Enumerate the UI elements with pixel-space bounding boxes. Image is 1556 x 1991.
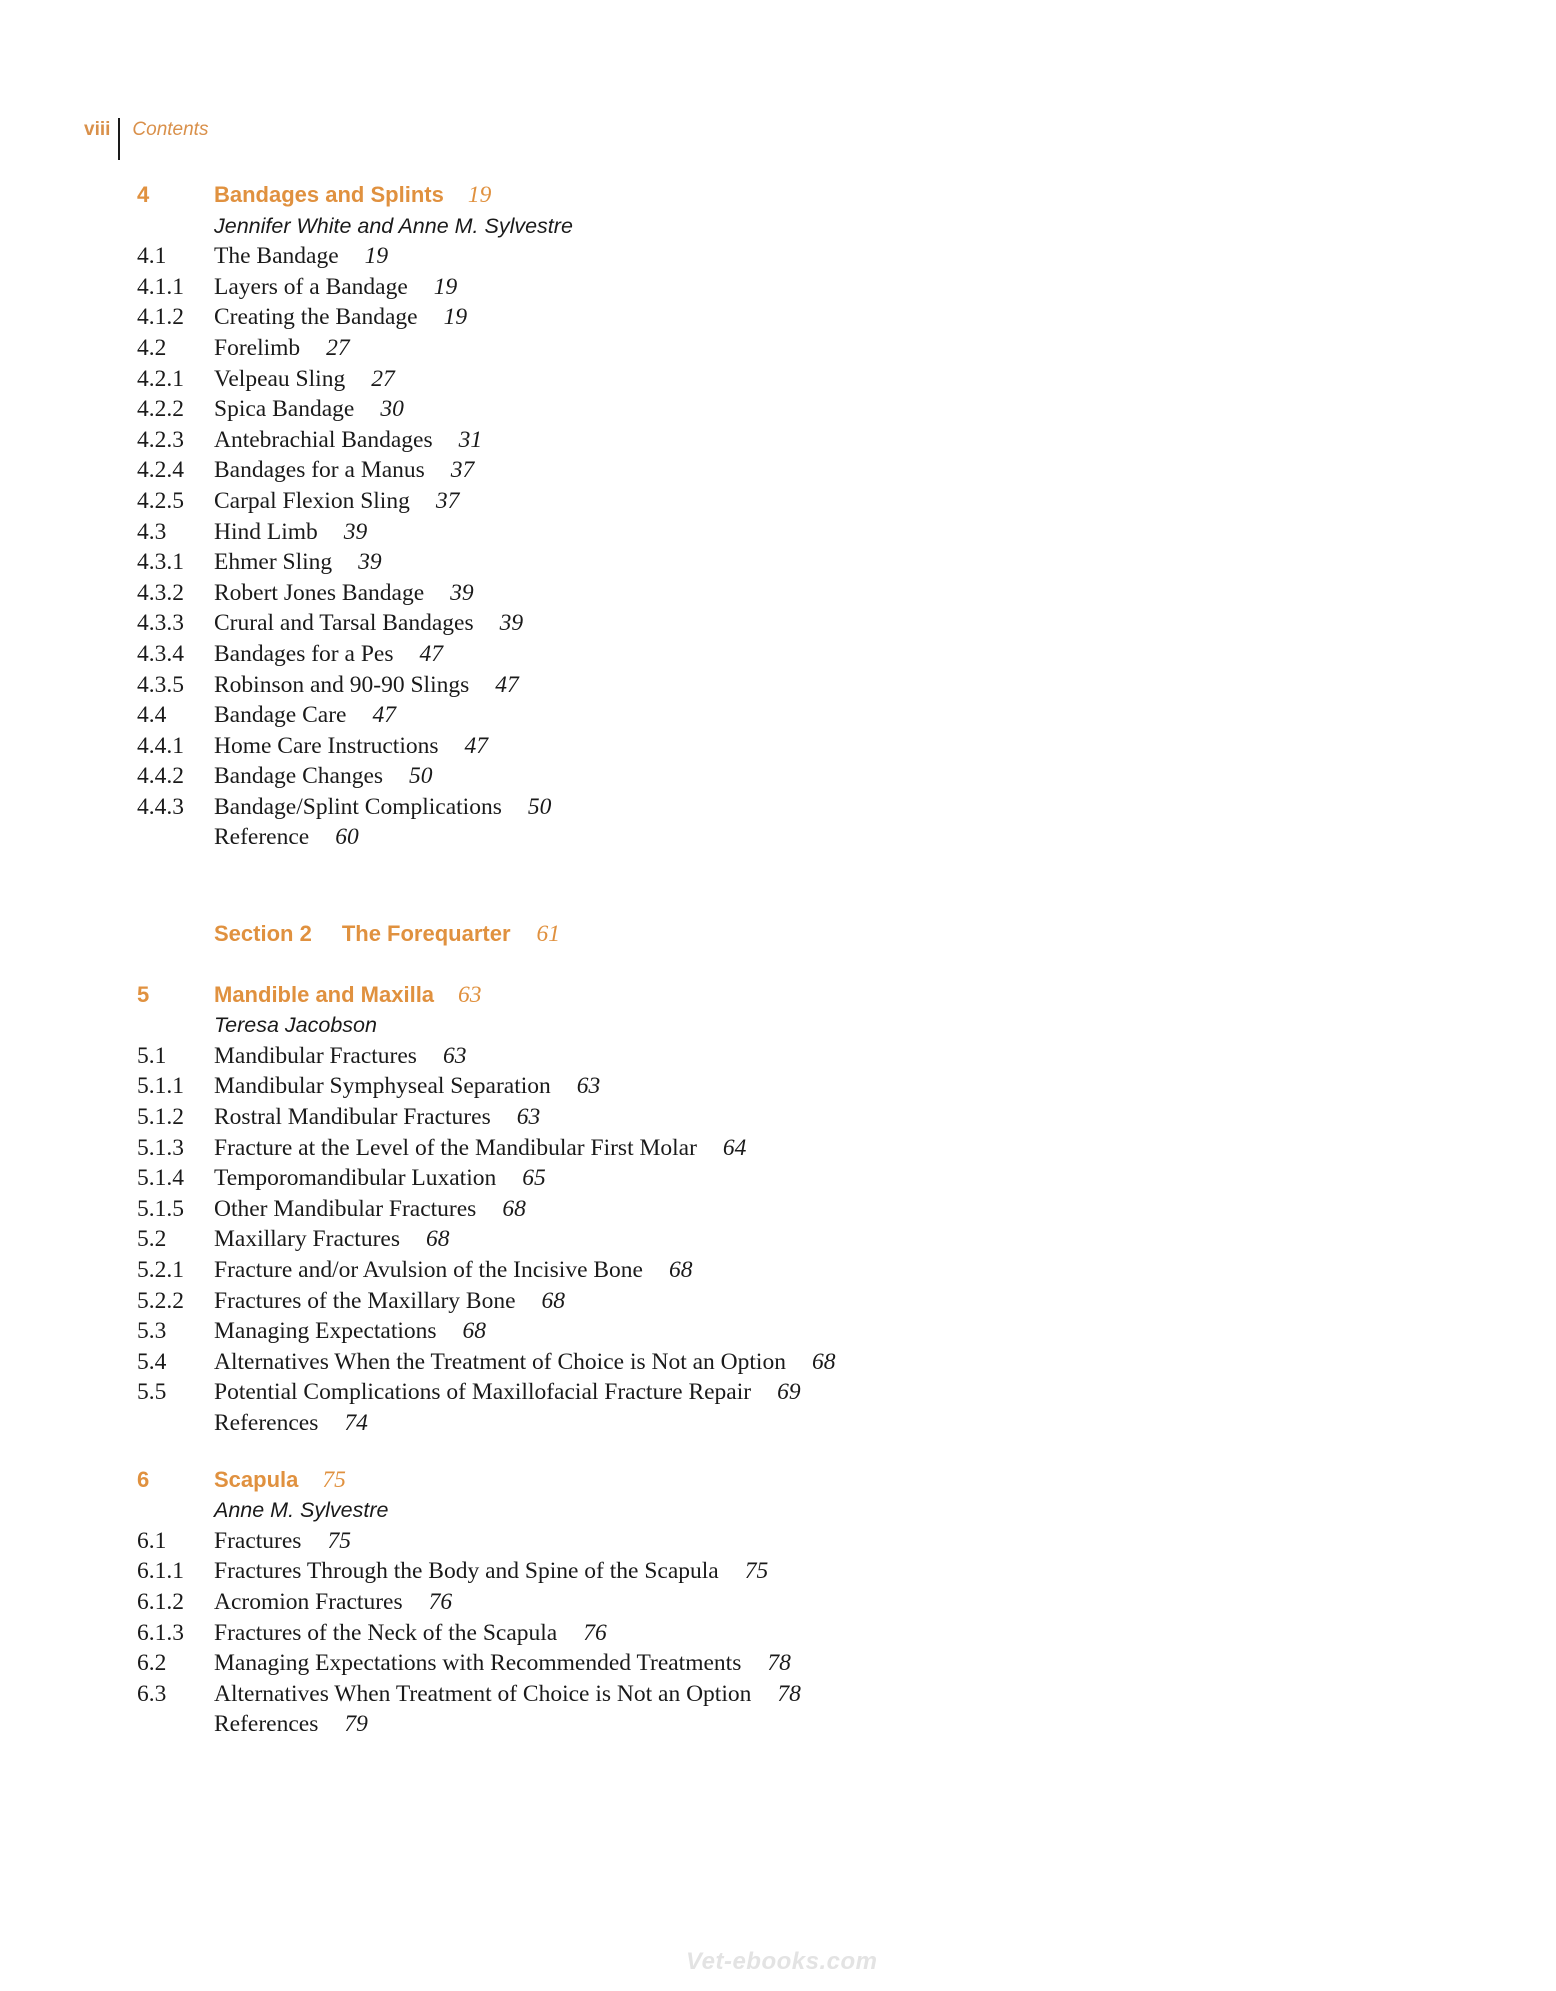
entry-page: 63: [442, 1042, 467, 1069]
page-number: viii: [84, 119, 111, 140]
section-page: 61: [536, 921, 561, 948]
toc-entry[interactable]: [137, 761, 1437, 792]
entry-page: 63: [576, 1073, 601, 1100]
entry-number: 6.1.3: [137, 1619, 184, 1646]
toc-entry[interactable]: [137, 1709, 1437, 1740]
entry-page: 47: [372, 702, 396, 729]
entry-number: 5.1.3: [137, 1134, 184, 1161]
entry-page: 50: [527, 793, 552, 820]
entry-title: Antebrachial Bandages: [214, 426, 433, 453]
chapter-number: 4: [137, 182, 150, 207]
toc-entry[interactable]: [137, 1102, 1437, 1133]
entry-page: 79: [344, 1711, 368, 1738]
entry-page: 47: [464, 732, 489, 759]
toc-entry[interactable]: [137, 1648, 1437, 1679]
entry-title: Fractures of the Neck of the Scapula: [214, 1619, 558, 1646]
section-label: Section 2: [214, 921, 312, 947]
entry-number: 4.4.2: [137, 763, 184, 790]
chapter-title: Mandible and Maxilla: [214, 981, 435, 1007]
entry-number: 4.1.2: [137, 304, 184, 331]
entry-number: 4.2.5: [137, 487, 184, 514]
entry-number: 6.2: [137, 1650, 167, 1677]
chapter-authors: Jennifer White and Anne M. Sylvestre: [214, 213, 573, 238]
entry-page: 39: [450, 579, 474, 606]
entry-page: 65: [522, 1165, 546, 1192]
chapter-5: [137, 980, 1437, 1439]
toc-entry[interactable]: [137, 1163, 1437, 1194]
entry-title: Rostral Mandibular Fractures: [214, 1104, 491, 1131]
entry-number: 4.2.3: [137, 426, 184, 453]
chapter-title: Scapula: [214, 1466, 299, 1492]
entry-title: The Bandage: [214, 243, 339, 270]
entry-number: 4.4: [137, 702, 167, 729]
toc-entry[interactable]: [137, 792, 1437, 823]
entry-page: 68: [541, 1287, 565, 1314]
entry-title: References: [214, 1409, 319, 1436]
entry-page: 50: [409, 763, 433, 790]
entry-number: 5.3: [137, 1318, 167, 1345]
entry-page: 47: [419, 640, 443, 667]
entry-title: Temporomandibular Luxation: [214, 1165, 497, 1192]
section-heading[interactable]: [137, 919, 1437, 950]
entry-title: Fractures Through the Body and Spine of the Scapula: [214, 1558, 719, 1585]
toc-entry[interactable]: [137, 700, 1437, 731]
entry-title: Acromion Fractures: [214, 1588, 403, 1615]
toc-entry[interactable]: [137, 394, 1437, 425]
toc-entry[interactable]: [137, 1133, 1437, 1164]
entry-page: 30: [380, 396, 404, 423]
entry-list: [137, 1041, 1437, 1439]
chapter-gap: [137, 1439, 1437, 1465]
entry-page: 76: [583, 1619, 607, 1646]
watermark-logo: Vet-ebooks.com: [686, 1948, 878, 1975]
entry-title: Forelimb: [214, 334, 301, 361]
toc-entry[interactable]: [137, 364, 1437, 395]
entry-number: 5.1.1: [137, 1073, 184, 1100]
entry-page: 19: [364, 243, 389, 270]
entry-page: 19: [443, 304, 468, 331]
entry-page: 39: [499, 610, 524, 637]
toc-entry[interactable]: [137, 517, 1437, 548]
entry-list: [137, 1526, 1437, 1740]
chapter-authors-row: [137, 1495, 1437, 1526]
entry-title: Fracture at the Level of the Mandibular First Molar: [214, 1134, 697, 1161]
entry-number: 5.2.1: [137, 1257, 184, 1283]
entry-number: 5.4: [137, 1348, 167, 1375]
toc-entry[interactable]: [137, 241, 1437, 272]
entry-number: 4.3: [137, 518, 167, 545]
entry-number: 5.1.4: [137, 1165, 184, 1192]
chapter-page: 63: [458, 981, 482, 1008]
entry-title: Layers of a Bandage: [214, 273, 408, 300]
entry-page: 69: [777, 1379, 801, 1406]
entry-number: 6.1.1: [137, 1558, 184, 1585]
toc-entry[interactable]: [137, 822, 1437, 853]
toc-entry[interactable]: [137, 1347, 1437, 1378]
entry-number: 4.2: [137, 334, 167, 361]
entry-list: [137, 241, 1437, 853]
entry-title: Mandibular Fractures: [214, 1042, 417, 1069]
entry-number: 5.1.5: [137, 1195, 184, 1222]
entry-page: 37: [435, 487, 460, 514]
chapter-heading[interactable]: [137, 180, 1437, 211]
toc-entry[interactable]: [137, 1255, 1437, 1286]
chapter-page: 19: [467, 182, 492, 208]
entry-page: 31: [458, 426, 483, 453]
toc-entry[interactable]: [137, 1194, 1437, 1225]
entry-page: 68: [502, 1195, 526, 1222]
entry-number: 5.1.2: [137, 1104, 184, 1131]
entry-title: Spica Bandage: [214, 396, 355, 423]
entry-title: Bandage Changes: [214, 763, 384, 790]
entry-number: 4.4.1: [137, 732, 184, 759]
chapter-authors: Anne M. Sylvestre: [214, 1498, 389, 1523]
entry-number: 4.2.1: [137, 365, 184, 392]
entry-page: 19: [433, 273, 458, 300]
entry-title: Carpal Flexion Sling: [214, 487, 410, 514]
entry-title: Bandage/Splint Complications: [214, 793, 502, 820]
chapter-page: 75: [322, 1466, 346, 1493]
entry-page: 75: [744, 1558, 769, 1585]
entry-page: 78: [777, 1680, 801, 1707]
entry-page: 68: [462, 1318, 487, 1345]
toc-entry[interactable]: [137, 670, 1437, 701]
entry-title: Crural and Tarsal Bandages: [214, 610, 474, 637]
entry-number: 4.3.4: [137, 640, 184, 667]
entry-title: Reference: [214, 824, 310, 851]
entry-title: Bandages for a Manus: [214, 457, 425, 484]
table-of-contents: [137, 180, 1437, 1740]
toc-entry[interactable]: [137, 1618, 1437, 1649]
chapter-title: Bandages and Splints: [214, 182, 444, 207]
toc-entry[interactable]: [137, 1377, 1437, 1408]
entry-title: Bandage Care: [214, 702, 347, 729]
entry-title: Fractures: [214, 1527, 302, 1554]
chapter-number: 5: [137, 981, 150, 1007]
entry-page: 68: [425, 1226, 450, 1253]
entry-number: 4.3.3: [137, 610, 184, 637]
chapter-authors-row: [137, 1010, 1437, 1041]
entry-number: 5.2: [137, 1226, 167, 1253]
entry-number: 5.5: [137, 1379, 167, 1406]
entry-page: 39: [358, 549, 382, 576]
entry-title: Other Mandibular Fractures: [214, 1195, 477, 1222]
toc-entry[interactable]: [137, 1526, 1437, 1557]
entry-number: 4.1.1: [137, 273, 184, 300]
entry-number: 6.1: [137, 1527, 167, 1554]
toc-entry[interactable]: [137, 578, 1437, 609]
toc-entry[interactable]: [137, 1071, 1437, 1102]
entry-page: 27: [326, 334, 350, 361]
toc-entry[interactable]: [137, 1587, 1437, 1618]
entry-title: Potential Complications of Maxillofacial Fracture Repair: [214, 1379, 752, 1406]
entry-page: 68: [811, 1348, 836, 1375]
toc-entry[interactable]: [137, 486, 1437, 517]
chapter-authors: Teresa Jacobson: [214, 1013, 377, 1038]
entry-number: 6.3: [137, 1680, 167, 1707]
toc-entry[interactable]: [137, 425, 1437, 456]
entry-title: Managing Expectations with Recommended Treatments: [214, 1650, 742, 1677]
toc-entry[interactable]: [137, 333, 1437, 364]
entry-title: Robinson and 90-90 Slings: [214, 671, 470, 698]
entry-page: 76: [428, 1588, 453, 1615]
toc-entry[interactable]: [137, 272, 1437, 303]
entry-title: Hind Limb: [214, 518, 318, 545]
toc-entry[interactable]: [137, 1224, 1437, 1255]
entry-title: Alternatives When Treatment of Choice is Not an Option: [214, 1680, 752, 1707]
entry-number: 4.1: [137, 243, 167, 270]
toc-entry[interactable]: [137, 302, 1437, 333]
entry-title: Ehmer Sling: [214, 549, 333, 576]
entry-page: 78: [767, 1650, 791, 1677]
entry-title: Mandibular Symphyseal Separation: [214, 1073, 551, 1100]
toc-entry[interactable]: [137, 1556, 1437, 1587]
running-title: Contents: [132, 119, 209, 140]
running-header: [84, 118, 208, 160]
entry-title: Fracture and/or Avulsion of the Incisive Bone: [214, 1257, 643, 1283]
chapter-4: [137, 180, 1437, 853]
entry-page: 39: [343, 518, 368, 545]
entry-title: Velpeau Sling: [214, 365, 346, 392]
toc-entry[interactable]: [137, 547, 1437, 578]
entry-number: 4.3.2: [137, 579, 184, 606]
chapter-number: 6: [137, 1466, 150, 1492]
toc-entry[interactable]: [137, 1041, 1437, 1072]
toc-entry[interactable]: [137, 1286, 1437, 1317]
toc-entry[interactable]: [137, 1316, 1437, 1347]
entry-title: Managing Expectations: [214, 1318, 437, 1345]
toc-entry[interactable]: [137, 1408, 1437, 1439]
entry-title: Bandages for a Pes: [214, 640, 394, 667]
entry-page: 63: [516, 1104, 541, 1131]
entry-title: References: [214, 1711, 319, 1738]
entry-page: 75: [327, 1527, 351, 1554]
entry-page: 47: [495, 671, 519, 698]
toc-entry[interactable]: [137, 1679, 1437, 1710]
chapter-authors-row: [137, 211, 1437, 242]
entry-number: 4.2.4: [137, 457, 184, 484]
toc-entry[interactable]: [137, 455, 1437, 486]
chapter-6: [137, 1465, 1437, 1740]
toc-entry[interactable]: [137, 731, 1437, 762]
entry-title: Creating the Bandage: [214, 304, 418, 331]
entry-title: Maxillary Fractures: [214, 1226, 400, 1253]
entry-number: 5.2.2: [137, 1287, 184, 1314]
entry-number: 6.1.2: [137, 1588, 184, 1615]
toc-entry[interactable]: [137, 608, 1437, 639]
entry-number: 4.4.3: [137, 793, 184, 820]
entry-page: 60: [335, 824, 359, 851]
entry-title: Fractures of the Maxillary Bone: [214, 1287, 516, 1314]
chapter-heading[interactable]: [137, 980, 1437, 1011]
entry-page: 64: [722, 1134, 747, 1161]
entry-page: 27: [371, 365, 395, 392]
toc-entry[interactable]: [137, 639, 1437, 670]
entry-title: Home Care Instructions: [214, 732, 439, 759]
header-divider: [118, 118, 120, 160]
entry-number: 4.3.5: [137, 671, 184, 698]
entry-title: Alternatives When the Treatment of Choice is Not an Option: [214, 1348, 786, 1375]
entry-page: 74: [344, 1409, 368, 1436]
chapter-heading[interactable]: [137, 1465, 1437, 1496]
entry-number: 4.3.1: [137, 549, 184, 576]
entry-number: 5.1: [137, 1042, 167, 1069]
entry-number: 4.2.2: [137, 396, 184, 423]
entry-page: 37: [450, 457, 475, 484]
section-title: The Forequarter: [341, 921, 511, 947]
entry-title: Robert Jones Bandage: [214, 579, 425, 606]
entry-page: 68: [669, 1257, 693, 1283]
